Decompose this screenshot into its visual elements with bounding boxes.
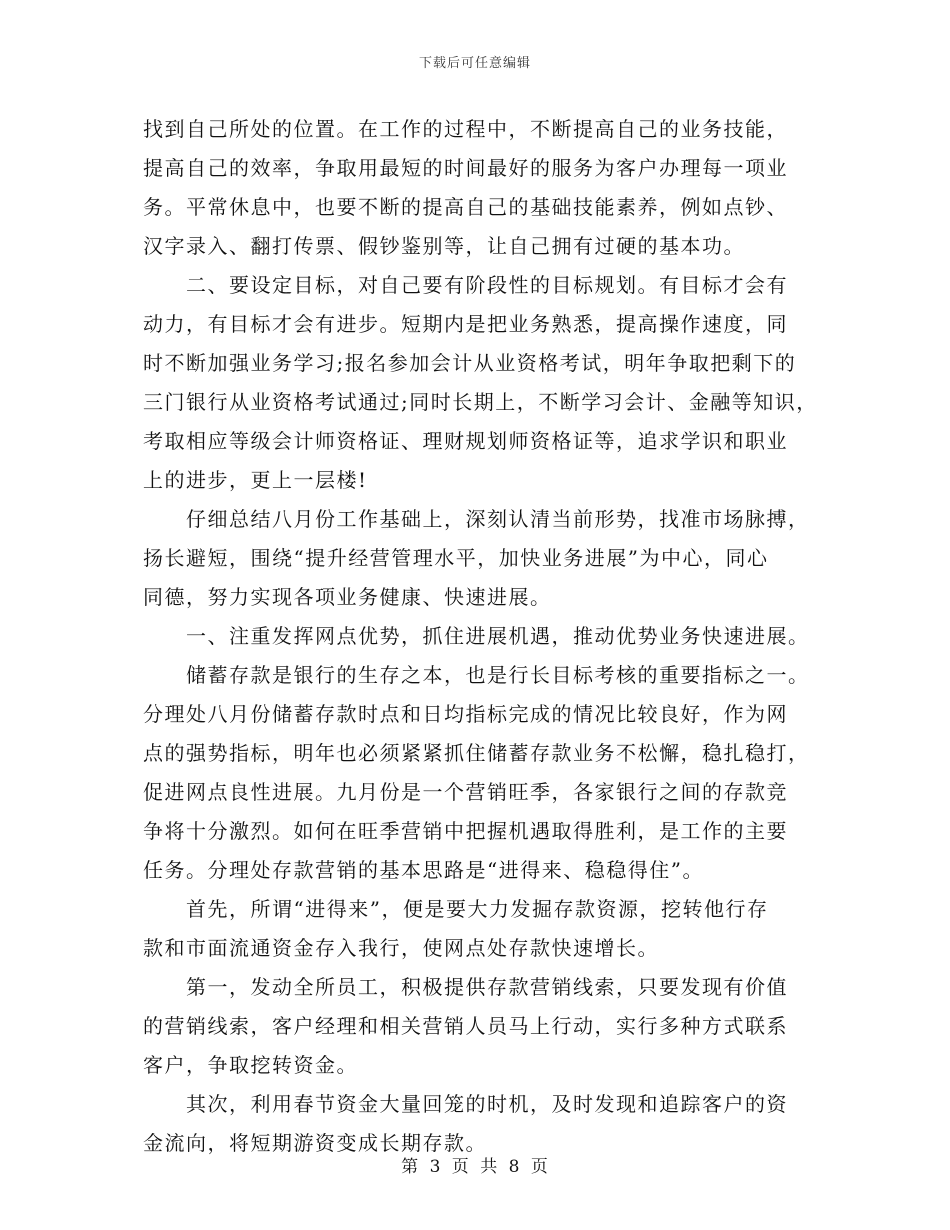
- text-line: 第一，发动全所员工，积极提供存款营销线索，只要发现有价值: [143, 975, 788, 999]
- text-line: 上的进步，更上一层楼!: [143, 468, 368, 492]
- text-line: 务。平常休息中，也要不断的提高自己的基础技能素养，例如点钞、: [143, 195, 788, 219]
- text-line: 款和市面流通资金存入我行，使网点处存款快速增长。: [143, 936, 659, 960]
- text-line: 其次，利用春节资金大量回笼的时机，及时发现和追踪客户的资: [143, 1092, 788, 1116]
- text-line: 储蓄存款是银行的生存之本，也是行长目标考核的重要指标之一。: [143, 663, 810, 687]
- text-line: 任务。分理处存款营销的基本思路是“进得来、稳稳得住”。: [143, 858, 704, 882]
- text-line: 同德，努力实现各项业务健康、快速进展。: [143, 585, 552, 609]
- text-line: 客户，争取挖转资金。: [143, 1053, 358, 1077]
- text-line: 点的强势指标，明年也必须紧紧抓住储蓄存款业务不松懈，稳扎稳打，: [143, 741, 810, 765]
- text-line: 争将十分激烈。如何在旺季营销中把握机遇取得胜利，是工作的主要: [143, 819, 788, 843]
- text-line: 一、注重发挥网点优势，抓住进展机遇，推动优势业务快速进展。: [143, 624, 810, 648]
- text-line: 的营销线索，客户经理和相关营销人员马上行动，实行多种方式联系: [143, 1014, 788, 1038]
- text-line: 二、要设定目标，对自己要有阶段性的目标规划。有目标才会有: [143, 273, 788, 297]
- text-line: 首先，所谓“进得来”，便是要大力发掘存款资源，挖转他行存: [143, 897, 769, 921]
- text-line: 时不断加强业务学习;报名参加会计从业资格考试，明年争取把剩下的: [143, 351, 797, 375]
- text-line: 动力，有目标才会有进步。短期内是把业务熟悉，提高操作速度，同: [143, 312, 788, 336]
- text-line: 扬长避短，围绕“提升经营管理水平，加快业务进展”为中心，同心: [143, 546, 769, 570]
- page-number-footer: 第 3 页 共 8 页: [401, 1157, 549, 1177]
- text-line: 分理处八月份储蓄存款时点和日均指标完成的情况比较良好，作为网: [143, 702, 788, 726]
- text-line: 促进网点良性进展。九月份是一个营销旺季，各家银行之间的存款竞: [143, 780, 788, 804]
- text-line: 找到自己所处的位置。在工作的过程中，不断提高自己的业务技能，: [143, 117, 788, 141]
- text-line: 汉字录入、翻打传票、假钞鉴别等，让自己拥有过硬的基本功。: [143, 234, 745, 258]
- text-line: 金流向，将短期游资变成长期存款。: [143, 1131, 487, 1155]
- text-line: 三门银行从业资格考试通过;同时长期上，不断学习会计、金融等知识，: [143, 390, 818, 414]
- text-line: 提高自己的效率，争取用最短的时间最好的服务为客户办理每一项业: [143, 156, 788, 180]
- text-line: 考取相应等级会计师资格证、理财规划师资格证等，追求学识和职业: [143, 429, 788, 453]
- page-header: 下载后可任意编辑: [418, 56, 531, 71]
- text-line: 仔细总结八月份工作基础上，深刻认清当前形势，找准市场脉搏，: [143, 507, 810, 531]
- document-body: [143, 110, 823, 1163]
